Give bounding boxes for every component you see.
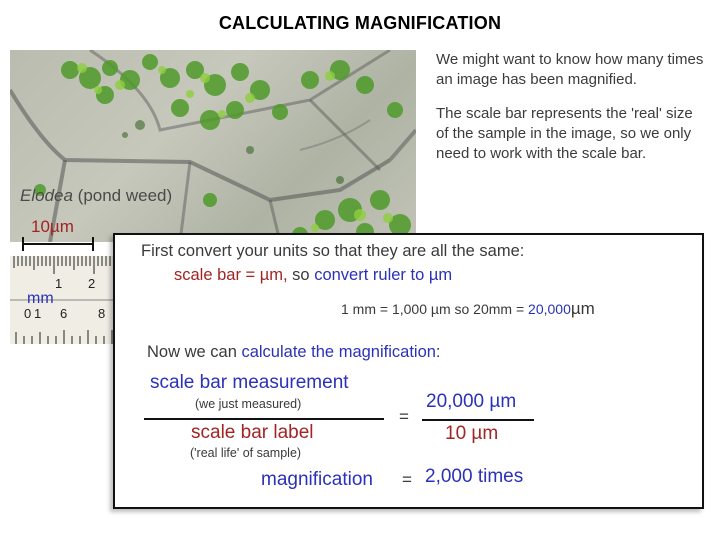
ruler-bottom-number: 1 [34,306,42,321]
intro-paragraph-2: The scale bar represents the 'real' size of the sample in the image, so we only need to work with the scale bar. [436,105,693,162]
ruler-bottom-number: 0 [24,306,32,321]
converted-value: 20,000 [528,301,571,317]
formula-equals: = [399,407,409,426]
formula-denominator: scale bar label [191,422,314,443]
scale-bar-unit-text: scale bar = µm, [174,266,288,284]
specimen-name: Elodea [20,186,73,205]
result-label: magnification [261,469,373,490]
scale-bar [22,237,94,251]
step-2-prefix: Now we can [147,343,242,361]
formula-numerator-note: (we just measured) [195,397,302,411]
intro-paragraph-1: We might want to know how many times an image has been magnified. [436,51,704,88]
step-2-highlight: calculate the magnification [241,343,436,361]
converted-unit: µm [570,299,595,318]
convert-ruler-text: convert ruler to µm [314,266,453,284]
fraction-bar-left [144,418,384,420]
formula-numerator: scale bar measurement [150,372,349,393]
ruler-image [10,256,114,344]
equivalence-text: 1 mm = 1,000 µm so 20mm = [341,301,529,317]
specimen-label [20,186,172,206]
result-value: 2,000 times [425,466,524,487]
step-2-suffix: : [435,343,441,361]
ruler-top-number: 2 [88,276,96,291]
fraction-bar-right [422,419,534,421]
result-equals: = [402,470,412,489]
step-1-text: First convert your units so that they are all the same: [141,242,525,260]
denominator-value: 10 µm [445,423,499,444]
unit-conversion-line [174,266,452,285]
elodea-photo [10,50,416,242]
intro-text [436,50,706,178]
specimen-common-name: (pond weed) [72,186,173,205]
ruler-bottom-number: 8 [98,306,106,321]
step-2-text [147,343,441,362]
unit-connector-text: so [287,266,315,284]
ruler-top-number: 1 [55,276,63,291]
equivalence-line [341,299,595,319]
scale-bar-label: 10µm [31,217,74,236]
ruler-unit-label: mm [27,290,54,307]
formula-denominator-note: ('real life' of sample) [190,446,302,460]
numerator-value: 20,000 µm [426,391,517,412]
ruler-bottom-number: 6 [60,306,68,321]
slide-title: CALCULATING MAGNIFICATION [218,13,502,33]
